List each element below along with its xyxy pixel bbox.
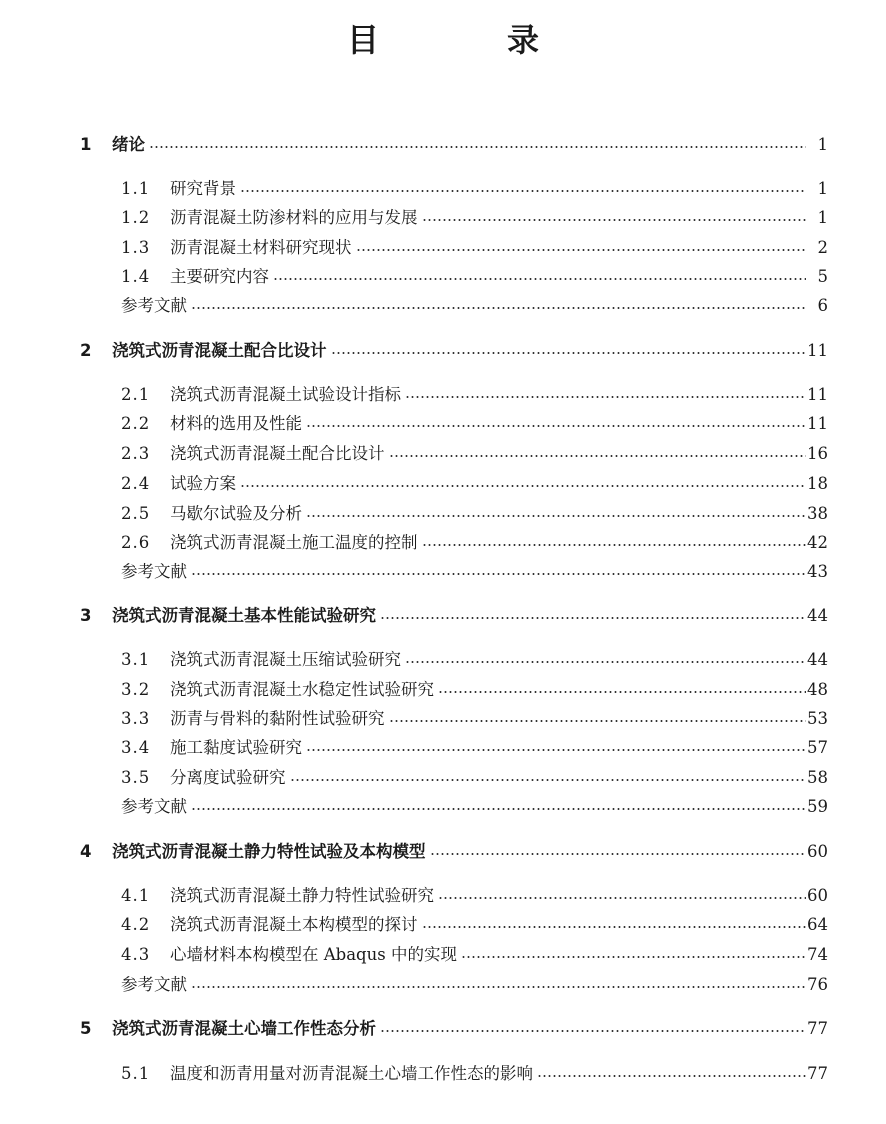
dot-leader xyxy=(240,190,806,192)
dot-leader xyxy=(356,249,807,251)
toc-entry-number: 4.3 xyxy=(121,945,151,964)
toc-entry-title: 浇筑式沥青混凝土配合比设计 xyxy=(170,444,385,463)
toc-entry-title: 沥青混凝土材料研究现状 xyxy=(170,238,352,257)
toc-entry-number: 5.1 xyxy=(121,1064,151,1083)
toc-entry-page: 5 xyxy=(817,267,828,286)
toc-entry-leader xyxy=(112,603,806,629)
toc-entry-leader xyxy=(121,559,806,585)
toc-section-entry[interactable] xyxy=(0,411,886,437)
toc-entry-page: 2 xyxy=(817,238,828,257)
toc-entry-title: 沥青与骨料的黏附性试验研究 xyxy=(170,709,385,728)
toc-entry-title: 温度和沥青用量对沥青混凝土心墙工作性态的影响 xyxy=(170,1064,533,1083)
toc-entry-page: 1 xyxy=(817,208,828,227)
toc-entry-page: 38 xyxy=(807,504,828,523)
toc-entry-page: 74 xyxy=(807,945,828,964)
toc-entry-leader xyxy=(170,942,806,968)
dot-leader xyxy=(306,749,806,751)
toc-entry-number: 3.4 xyxy=(121,738,151,757)
toc-section-entry[interactable] xyxy=(0,530,886,556)
toc-entry-leader xyxy=(170,735,806,761)
toc-section-entry[interactable] xyxy=(0,647,886,673)
toc-entry-page: 1 xyxy=(817,135,828,154)
toc-entry-leader xyxy=(170,441,806,467)
toc-section-entry[interactable] xyxy=(0,235,886,261)
toc-entry-number: 2.3 xyxy=(121,444,151,463)
toc-entry-title: 分离度试验研究 xyxy=(170,768,286,787)
toc-entry-leader xyxy=(170,235,806,261)
toc-entry-page: 76 xyxy=(807,975,828,994)
toc-entry-title: 参考文献 xyxy=(121,562,187,581)
dot-leader xyxy=(422,544,807,546)
toc-entry-title: 参考文献 xyxy=(121,296,187,315)
dot-leader xyxy=(306,515,806,517)
toc-section-entry[interactable] xyxy=(0,706,886,732)
dot-leader xyxy=(240,485,806,487)
toc-entry-number: 5 xyxy=(80,1019,92,1038)
dot-leader xyxy=(380,617,806,619)
toc-section-entry[interactable] xyxy=(0,382,886,408)
toc-section-entry[interactable] xyxy=(0,912,886,938)
toc-section-entry[interactable] xyxy=(0,765,886,791)
dot-leader xyxy=(537,1075,806,1077)
toc-entry-page: 6 xyxy=(817,296,828,315)
toc-chapter-entry[interactable] xyxy=(0,603,886,629)
toc-entry-number: 1.2 xyxy=(121,208,151,227)
toc-entry-title: 参考文献 xyxy=(121,797,187,816)
toc-entry-title: 沥青混凝土防渗材料的应用与发展 xyxy=(170,208,418,227)
toc-entry-number: 3.5 xyxy=(121,768,151,787)
toc-entry-title: 浇筑式沥青混凝土基本性能试验研究 xyxy=(112,606,376,625)
toc-entry-page: 11 xyxy=(807,414,828,433)
toc-entry-page: 60 xyxy=(807,886,828,905)
toc-entry-leader xyxy=(170,411,806,437)
toc-entry-title: 浇筑式沥青混凝土本构模型的探讨 xyxy=(170,915,418,934)
dot-leader xyxy=(191,986,806,988)
dot-leader xyxy=(389,720,807,722)
toc-entry-number: 3.3 xyxy=(121,709,151,728)
toc-section-entry[interactable] xyxy=(0,501,886,527)
toc-entry-leader xyxy=(121,972,806,998)
toc-entry-page: 43 xyxy=(807,562,828,581)
toc-entry-number: 2.5 xyxy=(121,504,151,523)
toc-entry-number: 1 xyxy=(80,135,92,154)
toc-entry-page: 59 xyxy=(807,797,828,816)
dot-leader xyxy=(430,853,807,855)
toc-section-entry[interactable] xyxy=(0,883,886,909)
dot-leader xyxy=(290,779,807,781)
toc-entry-page: 16 xyxy=(807,444,828,463)
dot-leader xyxy=(331,352,807,354)
dot-leader xyxy=(389,455,807,457)
toc-entry-title: 浇筑式沥青混凝土试验设计指标 xyxy=(170,385,401,404)
toc-entry-title: 浇筑式沥青混凝土静力特性试验研究 xyxy=(170,886,434,905)
dot-leader xyxy=(306,425,806,427)
dot-leader xyxy=(191,573,806,575)
toc-entry-number: 2.4 xyxy=(121,474,151,493)
toc-reference-entry[interactable] xyxy=(0,794,886,820)
toc-entry-page: 60 xyxy=(807,842,828,861)
toc-entry-leader xyxy=(170,706,806,732)
dot-leader xyxy=(273,278,806,280)
toc-entry-page: 11 xyxy=(807,385,828,404)
dot-leader xyxy=(422,219,807,221)
toc-entry-title: 绪论 xyxy=(112,135,145,154)
toc-entry-leader xyxy=(112,132,806,158)
toc-entry-page: 58 xyxy=(807,768,828,787)
toc-entry-page: 53 xyxy=(807,709,828,728)
toc-entry-leader xyxy=(170,1061,806,1087)
toc-entry-leader xyxy=(170,471,806,497)
dot-leader xyxy=(438,897,806,899)
toc-entry-leader xyxy=(170,264,806,290)
toc-entry-title: 材料的选用及性能 xyxy=(170,414,302,433)
toc-entry-number: 2.1 xyxy=(121,385,151,404)
toc-section-entry[interactable] xyxy=(0,176,886,202)
toc-entry-number: 4.2 xyxy=(121,915,151,934)
toc-entry-leader xyxy=(170,912,806,938)
toc-entry-number: 1.1 xyxy=(121,179,151,198)
dot-leader xyxy=(191,307,806,309)
dot-leader xyxy=(405,661,806,663)
toc-entry-title: 浇筑式沥青混凝土压缩试验研究 xyxy=(170,650,401,669)
toc-entry-title: 浇筑式沥青混凝土心墙工作性态分析 xyxy=(112,1019,376,1038)
toc-entry-page: 42 xyxy=(807,533,828,552)
dot-leader xyxy=(461,956,806,958)
toc-entry-number: 4.1 xyxy=(121,886,151,905)
toc-entry-number: 3 xyxy=(80,606,92,625)
dot-leader xyxy=(149,146,806,148)
toc-entry-title: 马歇尔试验及分析 xyxy=(170,504,302,523)
toc-entry-title: 试验方案 xyxy=(170,474,236,493)
toc-entry-title: 浇筑式沥青混凝土静力特性试验及本构模型 xyxy=(112,842,426,861)
toc-entry-page: 64 xyxy=(807,915,828,934)
toc-entry-leader xyxy=(121,794,806,820)
toc-section-entry[interactable] xyxy=(0,735,886,761)
toc-entry-leader xyxy=(121,293,806,319)
toc-entry-leader xyxy=(112,1016,806,1042)
toc-entry-leader xyxy=(170,765,806,791)
toc-entry-leader xyxy=(170,883,806,909)
toc-entry-page: 18 xyxy=(807,474,828,493)
toc-section-entry[interactable] xyxy=(0,1061,886,1087)
toc-entry-page: 44 xyxy=(807,650,828,669)
toc-reference-entry[interactable] xyxy=(0,293,886,319)
toc-entry-title: 施工黏度试验研究 xyxy=(170,738,302,757)
toc-reference-entry[interactable] xyxy=(0,559,886,585)
page-title: 目 录 xyxy=(346,21,587,59)
dot-leader xyxy=(380,1030,806,1032)
toc-chapter-entry[interactable] xyxy=(0,839,886,865)
toc-entry-number: 1.3 xyxy=(121,238,151,257)
dot-leader xyxy=(191,808,806,810)
toc-entry-number: 2.6 xyxy=(121,533,151,552)
toc-chapter-entry[interactable] xyxy=(0,338,886,364)
toc-entry-title: 浇筑式沥青混凝土水稳定性试验研究 xyxy=(170,680,434,699)
dot-leader xyxy=(405,396,806,398)
toc-entry-title: 主要研究内容 xyxy=(170,267,269,286)
toc-chapter-entry[interactable] xyxy=(0,132,886,158)
toc-entry-leader xyxy=(112,338,806,364)
toc-entry-page: 44 xyxy=(807,606,828,625)
toc-entry-number: 4 xyxy=(80,842,92,861)
toc-section-entry[interactable] xyxy=(0,677,886,703)
toc-entry-number: 3.1 xyxy=(121,650,151,669)
toc-entry-leader xyxy=(170,205,806,231)
toc-entry-page: 48 xyxy=(807,680,828,699)
toc-entry-page: 57 xyxy=(807,738,828,757)
toc-section-entry[interactable] xyxy=(0,264,886,290)
toc-entry-leader xyxy=(112,839,806,865)
toc-entry-page: 11 xyxy=(807,341,828,360)
toc-entry-number: 2 xyxy=(80,341,92,360)
toc-entry-page: 1 xyxy=(817,179,828,198)
toc-entry-title: 浇筑式沥青混凝土配合比设计 xyxy=(112,341,327,360)
toc-entry-leader xyxy=(170,647,806,673)
toc-entry-number: 2.2 xyxy=(121,414,151,433)
toc-section-entry[interactable] xyxy=(0,471,886,497)
toc-entry-leader xyxy=(170,530,806,556)
toc-entry-leader xyxy=(170,382,806,408)
toc-entry-number: 3.2 xyxy=(121,680,151,699)
toc-entry-leader xyxy=(170,677,806,703)
toc-entry-title: 参考文献 xyxy=(121,975,187,994)
toc-entry-page: 77 xyxy=(807,1064,828,1083)
toc-reference-entry[interactable] xyxy=(0,972,886,998)
toc-entry-title: 浇筑式沥青混凝土施工温度的控制 xyxy=(170,533,418,552)
toc-entry-leader xyxy=(170,176,806,202)
dot-leader xyxy=(422,926,807,928)
toc-chapter-entry[interactable] xyxy=(0,1016,886,1042)
toc-entry-title: 研究背景 xyxy=(170,179,236,198)
toc-entry-number: 1.4 xyxy=(121,267,151,286)
toc-entry-leader xyxy=(170,501,806,527)
dot-leader xyxy=(438,691,806,693)
toc-section-entry[interactable] xyxy=(0,205,886,231)
toc-section-entry[interactable] xyxy=(0,942,886,968)
toc-entry-page: 77 xyxy=(807,1019,828,1038)
toc-entry-title: 心墙材料本构模型在 Abaqus 中的实现 xyxy=(170,945,457,964)
toc-section-entry[interactable] xyxy=(0,441,886,467)
